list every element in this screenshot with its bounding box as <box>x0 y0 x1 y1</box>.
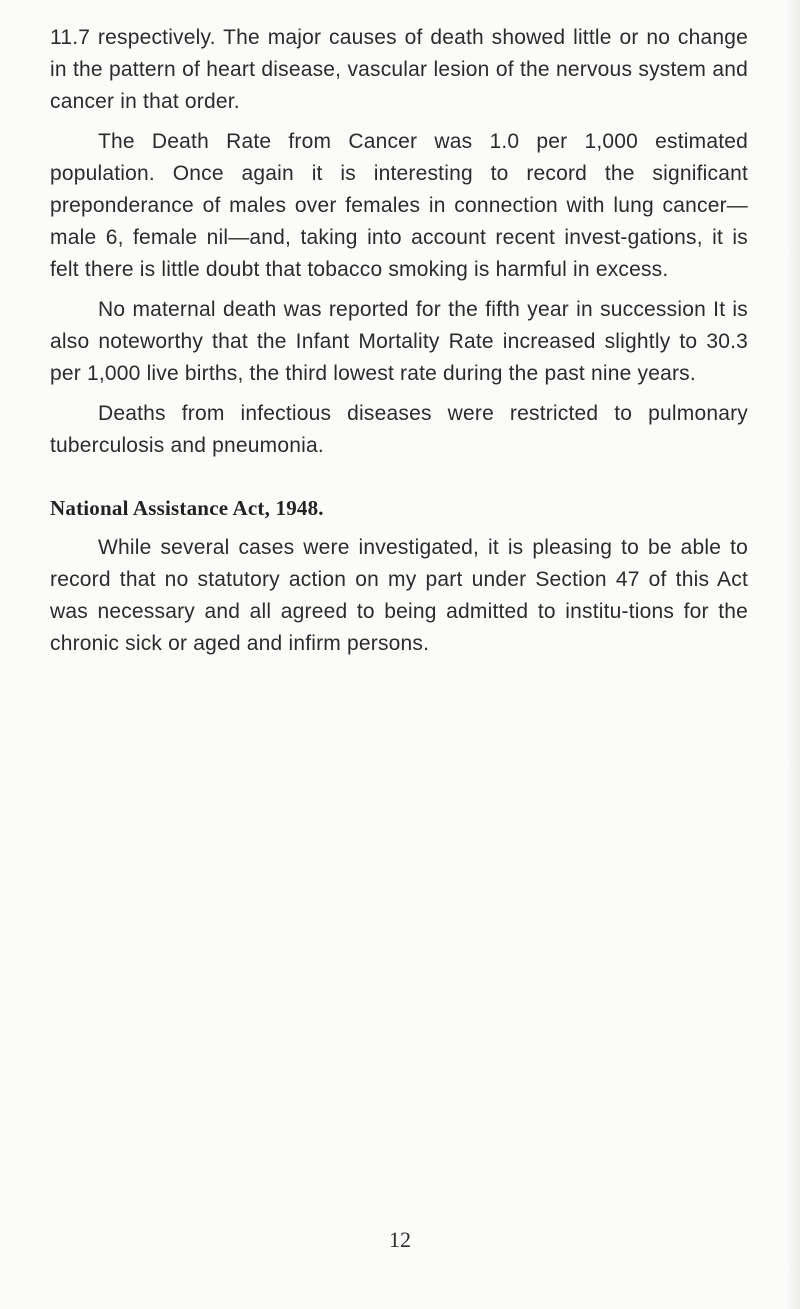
paragraph-infectious-diseases: Deaths from infectious diseases were restricted to pulmonary tuberculosis and pneumonia. <box>50 402 748 457</box>
paragraph-maternal-infant-mortality: No maternal death was reported for the fifth year in succession It is also noteworthy that the Infant Mortality Rate increased slightly to 30.3 per 1,000 live births, the third lowest rate during the past nine years. <box>50 298 748 385</box>
section-heading: National Assistance Act, 1948. <box>50 496 324 520</box>
paragraph-continuation: 11.7 respectively. The major causes of death showed little or no change in the pattern of heart disease, vascular lesion of the nervous system and cancer in that order. <box>50 26 748 113</box>
page-number: 12 <box>389 1227 411 1252</box>
body-text <box>50 22 748 668</box>
paragraph-cancer-death-rate: The Death Rate from Cancer was 1.0 per 1,000 estimated population. Once again it is interesting to record the significant preponderance of males over females in connection with lung cancer—male 6, female nil—and, taking into account recent invest-gations, it is felt there is little doubt that tobacco smoking is harmful in excess. <box>50 130 748 281</box>
page-edge-shadow <box>786 0 800 1309</box>
paragraph-national-assistance: While several cases were investigated, it is pleasing to be able to record that no statutory action on my part under Section 47 of this Act was necessary and all agreed to being admitted to institu-tions for the chronic sick or aged and infirm persons. <box>50 536 748 655</box>
